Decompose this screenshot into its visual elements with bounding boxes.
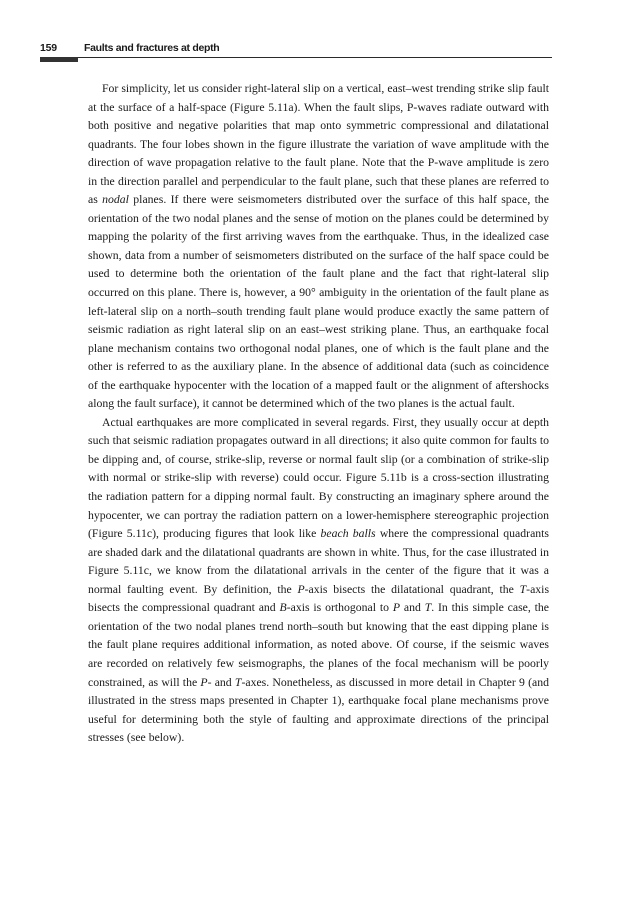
header-accent-block <box>40 57 78 62</box>
term-nodal: nodal <box>102 193 129 207</box>
paragraph-2-text-4: -axis bisects the compressional quadrant and <box>88 582 550 615</box>
axis-t: T <box>234 675 242 689</box>
axis-t: T <box>519 582 527 596</box>
axis-t: T <box>424 601 432 615</box>
paragraph-2-text-1: Actual earthquakes are more complicated in several regards. First, they usually occur at depth such that seismic radiation propagates outward in all directions; it also quite common for faults to be dipping and, of course, strike-slip, reverse or normal fault slip (or a combination of strike-slip with normal or strike-slip with reverse) could occur. Figure 5.11b is a cross-section illustrating the radiation pattern for a dipping normal fault. By constructing an imaginary sphere around the hypocenter, we can portray the radiation pattern on a lower-hemisphere stereographic projection (Figure 5.11c), producing figures that look like <box>88 415 549 541</box>
paragraph-1-text-1: For simplicity, let us consider right-lateral slip on a vertical, east–west trending strike slip fault at the surface of a half-space (Figure 5.11a). When the fault slips, P-waves radiate outward with both positive and negative polarities that map onto symmetric compressional and dilatational quadrants. The four lobes shown in the figure illustrate the variation of wave amplitude with the direction of wave propagation relative to the fault plane. Note that the P-wave amplitude is zero in the direction parallel and perpendicular to the fault plane, such that these planes are referred to as <box>88 82 549 207</box>
running-head <box>40 42 552 66</box>
paragraph-2-text-8: - and <box>207 675 235 689</box>
axis-p: P <box>392 601 401 615</box>
paragraph-2-text-5: -axis is orthogonal to <box>286 601 393 615</box>
paragraph-2 <box>88 414 549 748</box>
header-rule <box>40 57 552 58</box>
running-head-title: Faults and fractures at depth <box>84 42 220 54</box>
axis-p: P <box>200 675 208 689</box>
paragraph-2-text-3: -axis bisects the dilatational quadrant, the <box>304 582 520 596</box>
paragraph-2-text-2: where the compressional quadrants are shaded dark and the dilatational quadrants are shown in white. Thus, for the case illustrated in Figure 5.11c, we know from the dilatational arrivals in the center of the figure that it was a normal faulting event. By definition, the <box>88 527 549 596</box>
paragraph-2-text-9: -axes. Nonetheless, as discussed in more detail in Chapter 9 (and illustrated in the stress maps presented in Chapter 1), earthquake focal plane mechanisms prove useful for determining both the style of faulting and approximate directions of the principal stresses (see below). <box>88 675 549 745</box>
axis-b: B <box>279 601 287 615</box>
body-text <box>88 80 549 748</box>
page-number: 159 <box>40 42 57 54</box>
axis-p: P <box>297 582 305 596</box>
paragraph-1 <box>88 80 549 414</box>
term-beach-balls: beach balls <box>320 527 376 541</box>
paragraph-1-text-2: planes. If there were seismometers distributed over the surface of this half space, the orientation of the two nodal planes and the sense of motion on the planes could be determined by mapping the polarity of the first arriving waves from the earthquake. Thus, in the idealized case shown, data from a number of seismometers distributed on the surface of the half space could be used to determine both the orientation of the fault plane and the fact that right-lateral slip occurred on this plane. There is, however, a 90° ambiguity in the orientation of the fault plane as left-lateral slip on a north–south trending fault plane would produce exactly the same pattern of seismic radiation as right lateral slip on an east–west striking plane. Thus, an earthquake focal plane mechanism contains two orthogonal nodal planes, one of which is the fault plane and the other is referred to as the auxiliary plane. In the absence of additional data (such as coincidence of the earthquake hypocenter with the location of a mapped fault or the alignment of aftershocks along the fault surface), it cannot be determined which of the two planes is the actual fault. <box>88 193 549 411</box>
paragraph-2-text-7: . In this simple case, the orientation of the two nodal planes trend north–south but knowing that the east dipping plane is the fault plane requires additional information, as noted above. Of course, if the seismic waves are recorded on relatively few seismographs, the planes of the focal mechanism will be poorly constrained, as will the <box>88 601 550 689</box>
paragraph-2-text-6: and <box>400 601 425 615</box>
